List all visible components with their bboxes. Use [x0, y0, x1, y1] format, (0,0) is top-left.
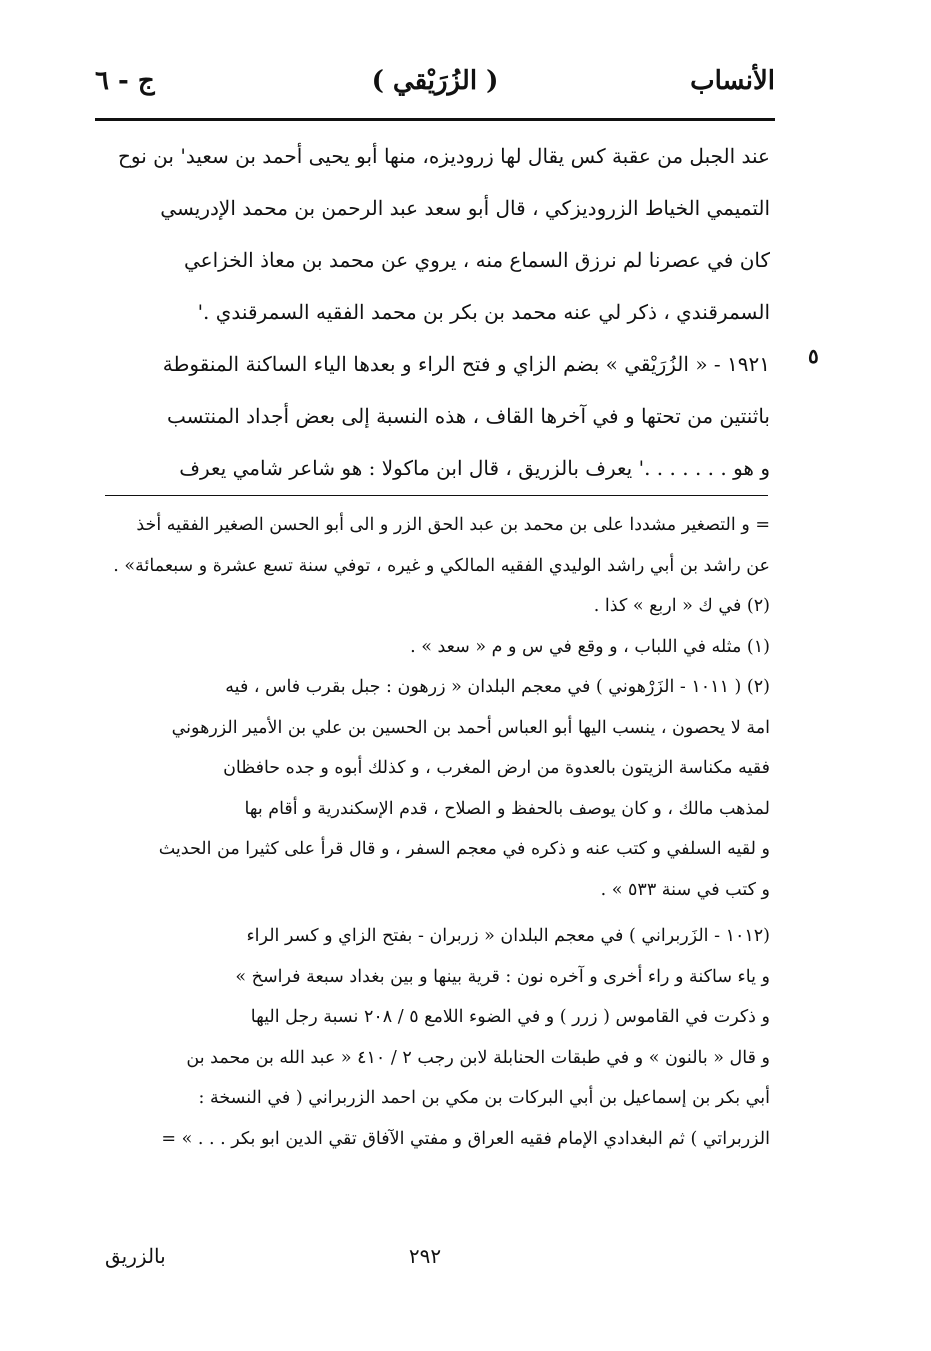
body-line: كان في عصرنا لم نرزق السماع منه ، يروي عن محمد بن معاذ الخزاعي — [183, 248, 770, 272]
body-line: عند الجبل من عقبة كس يقال لها زرودیزه، منها أبو يحيى أحمد بن سعيد' بن نوح — [118, 144, 770, 168]
header-entry-title: ( الزُرَيْقي ) — [371, 66, 499, 96]
footnote-line: و كتب في سنة ٥٣٣ » . — [600, 879, 770, 900]
body-line: ١٩٢١ - « الزُرَيْقي » بضم الزاي و فتح الراء و بعدها الياء الساكنة المنقوطة — [162, 352, 770, 376]
header-rule — [95, 118, 775, 121]
footnote-line: فقيه مكناسة الزيتون بالعدوة من ارض المغرب ، و كذلك أبوه و جده حافظان — [223, 758, 770, 778]
footnote-line: = و التصغير مشددا على بن محمد بن عبد الحق الزر و الى أبو الحسن الصغير الفقيه أخذ — [136, 515, 770, 535]
footnotes — [100, 505, 770, 1159]
footnote-line: (١٠١٢ - الزَربراني ) في معجم البلدان « زربران - بفتح الزاي و كسر الراء — [246, 926, 770, 946]
footnote-line: لمذهب مالك ، و كان يوصف بالحفظ و الصلاح ، قدم الإسكندرية و أقام بها — [244, 798, 770, 819]
page-number: ٢٩٢ — [408, 1244, 442, 1268]
footnote-line: و ياء ساكنة و راء أخرى و آخره نون : قرية بينها و بين بغداد سبعة فراسخ » — [235, 966, 770, 987]
body-line: باثنتين من تحتها و في آخرها القاف ، هذه النسبة إلى بعض أجداد المنتسب — [167, 404, 770, 428]
catchword: بالزريق — [105, 1244, 166, 1268]
page-footer — [105, 1238, 770, 1278]
header-volume: ج - ٦ — [95, 66, 155, 96]
running-header — [95, 58, 775, 108]
body-line: السمرقندي ، ذكر لي عنه محمد بن بكر بن محمد الفقيه السمرقندي .' — [197, 300, 770, 324]
footnote-line: (٢) في ك « اربع » كذا . — [593, 596, 770, 616]
footnote-line: و ذكرت في القاموس ( زرر ) و في الضوء اللامع ٥ / ٢٠٨ نسبة رجل اليها — [250, 1007, 770, 1027]
footnote-line: أبي بكر بن إسماعيل بن أبي البركات بن مكي بن احمد الزربراني ( في النسخة : — [198, 1088, 770, 1108]
footnote-line: عن راشد بن أبي راشد الوليدي الفقيه المالكي و غيره ، توفي سنة تسع عشرة و سبعمائة» . — [113, 555, 770, 576]
body-line: و هو . . . . . . .' يعرف بالزريق ، قال ابن ماكولا : هو شاعر شامي يعرف — [179, 456, 770, 480]
footnote-line: و لقيه السلفي و كتب عنه و ذكره في معجم السفر ، و قال قرأ على كثيرا من الحديث — [158, 839, 770, 859]
margin-line-number: ٥ — [808, 344, 819, 368]
footnote-line: و قال « بالنون » و في طبقات الحنابلة لابن رجب ٢ / ٤١٠ « عبد الله بن محمد بن — [186, 1047, 770, 1068]
main-text — [105, 130, 770, 494]
header-book-title: الأنساب — [690, 66, 775, 96]
body-line: التميمي الخياط الزرودیزكي ، قال أبو سعد عبد الرحمن بن محمد الإدريسي — [160, 196, 770, 220]
footnote-line: امة لا يحصون ، ينسب اليها أبو العباس أحمد بن الحسين بن علي بن الأمير الزرهوني — [171, 717, 770, 738]
footnote-line: الزربراتي ) ثم البغدادي الإمام فقيه العراق و مفتي الآفاق تقي الدين ابو بكر . . . » = — [161, 1128, 770, 1149]
footnote-line: (١) مثله في اللباب ، و وقع في س و م « سعد » . — [410, 636, 770, 657]
footnote-line: (٢) ( ١٠١١ - الزَرْهوني ) في معجم البلدان « زرهون : جبل بقرب فاس ، فيه — [225, 677, 770, 697]
footnote-rule — [105, 495, 768, 496]
